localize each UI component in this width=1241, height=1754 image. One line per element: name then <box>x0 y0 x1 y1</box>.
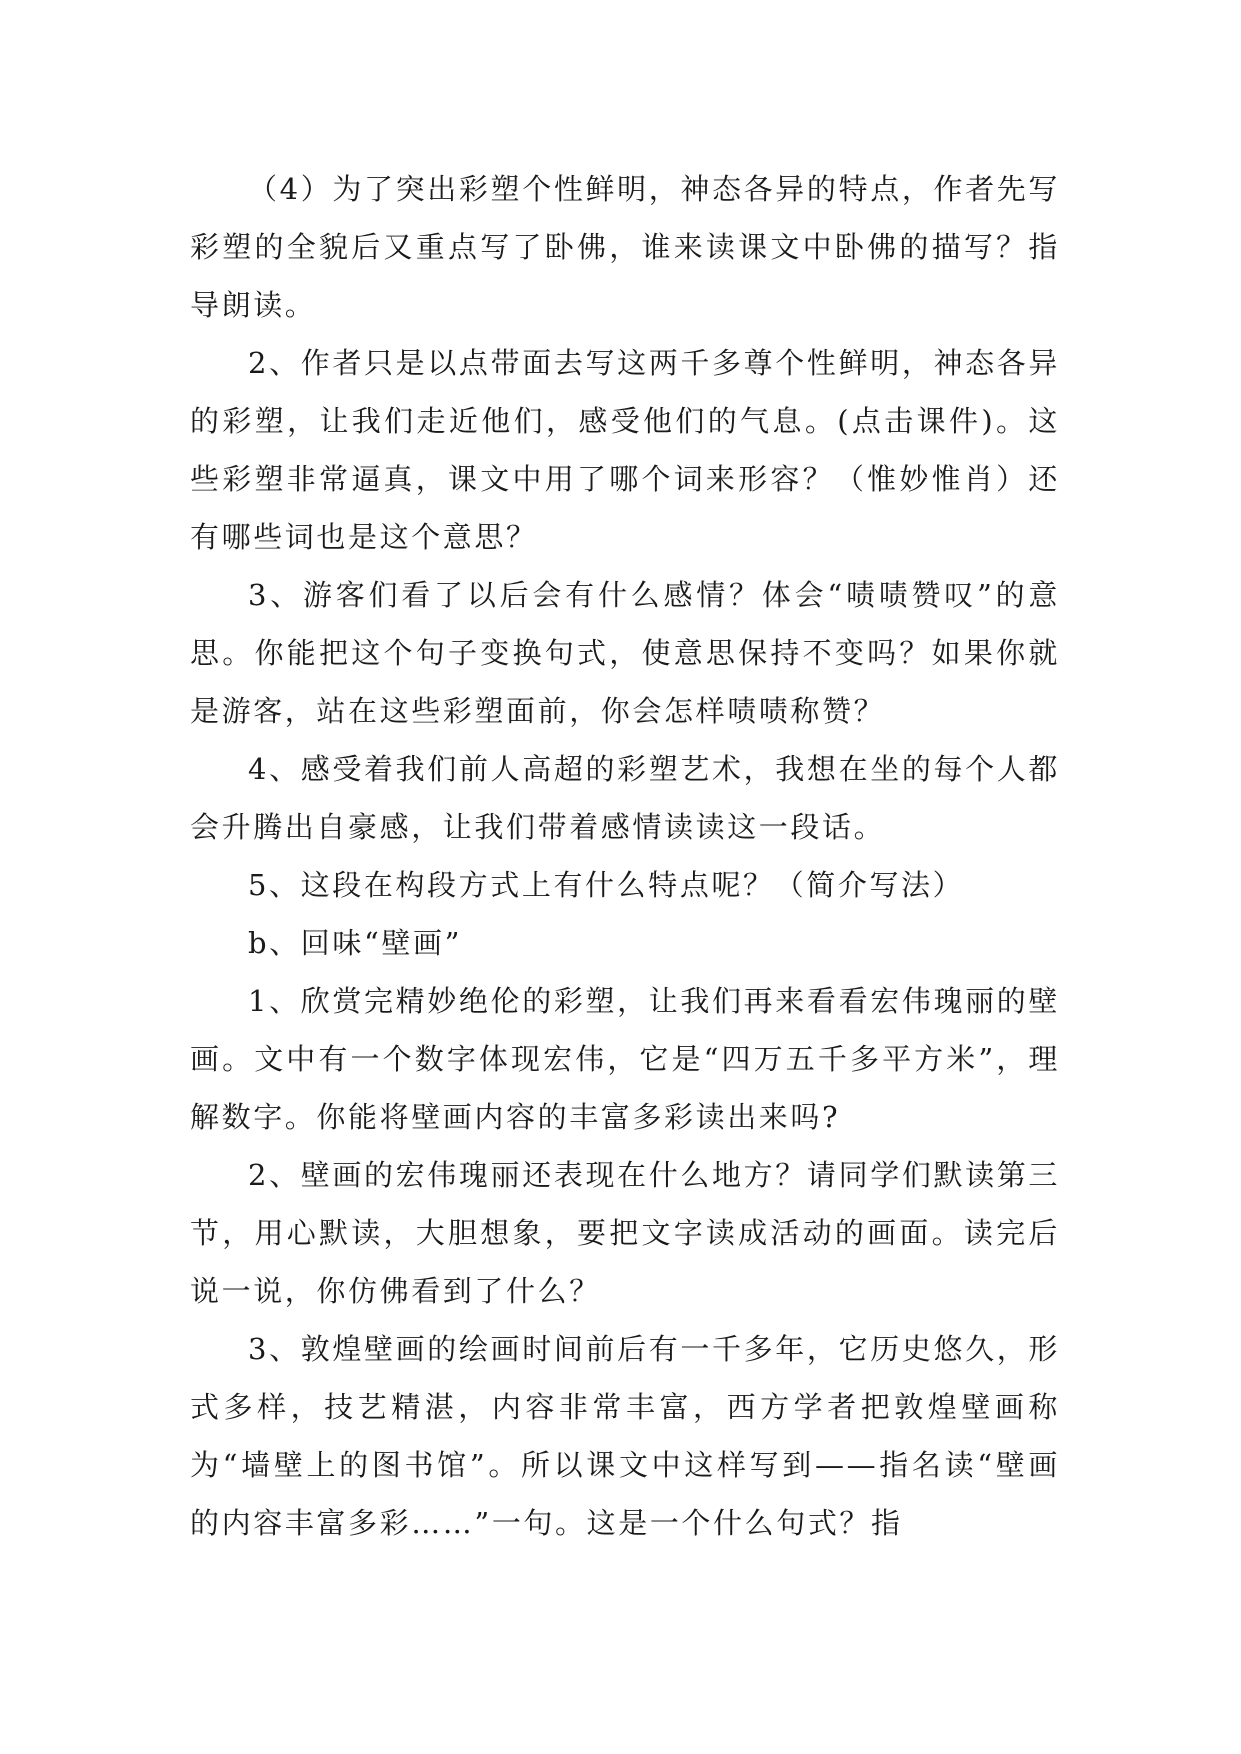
paragraph-3-visitors-feelings: 3、游客们看了以后会有什么感情？体会“啧啧赞叹”的意思。你能把这个句子变换句式，使意思保持不变吗？如果你就是游客，站在这些彩塑面前，你会怎样啧啧称赞？ <box>190 578 1060 728</box>
paragraph-3-mural-history: 3、敦煌壁画的绘画时间前后有一千多年，它历史悠久，形式多样，技艺精湛，内容非常丰富，西方学者把敦煌壁画称为“墙壁上的图书馆”。所以课文中这样写到——指名读“壁画的内容丰富多彩……”一句。这是一个什么句式？指 <box>190 1332 1060 1540</box>
paragraph-4-pride: 4、感受着我们前人高超的彩塑艺术，我想在坐的每个人都会升腾出自豪感，让我们带着感情读读这一段话。 <box>190 752 1060 844</box>
section-heading-murals: b、回味“壁画” <box>248 926 463 960</box>
paragraph-2-point-to-surface: 2、作者只是以点带面去写这两千多尊个性鲜明，神态各异的彩塑，让我们走近他们，感受他们的气息。(点击课件)。这些彩塑非常逼真，课文中用了哪个词来形容？（惟妙惟肖）还有哪些词也是这个意思？ <box>190 346 1060 554</box>
paragraph-5-structure: 5、这段在构段方式上有什么特点呢？（简介写法） <box>248 868 965 902</box>
paragraph-4-caisu-features: （4）为了突出彩塑个性鲜明，神态各异的特点，作者先写彩塑的全貌后又重点写了卧佛，谁来读课文中卧佛的描写？指导朗读。 <box>190 172 1060 322</box>
document-body <box>190 160 1060 1552</box>
paragraph-1-murals-grand: 1、欣赏完精妙绝伦的彩塑，让我们再来看看宏伟瑰丽的壁画。文中有一个数字体现宏伟，它是“四万五千多平方米”，理解数字。你能将壁画内容的丰富多彩读出来吗? <box>190 984 1060 1134</box>
paragraph-2-silent-reading: 2、壁画的宏伟瑰丽还表现在什么地方？请同学们默读第三节，用心默读，大胆想象，要把文字读成活动的画面。读完后说一说，你仿佛看到了什么？ <box>190 1158 1060 1308</box>
